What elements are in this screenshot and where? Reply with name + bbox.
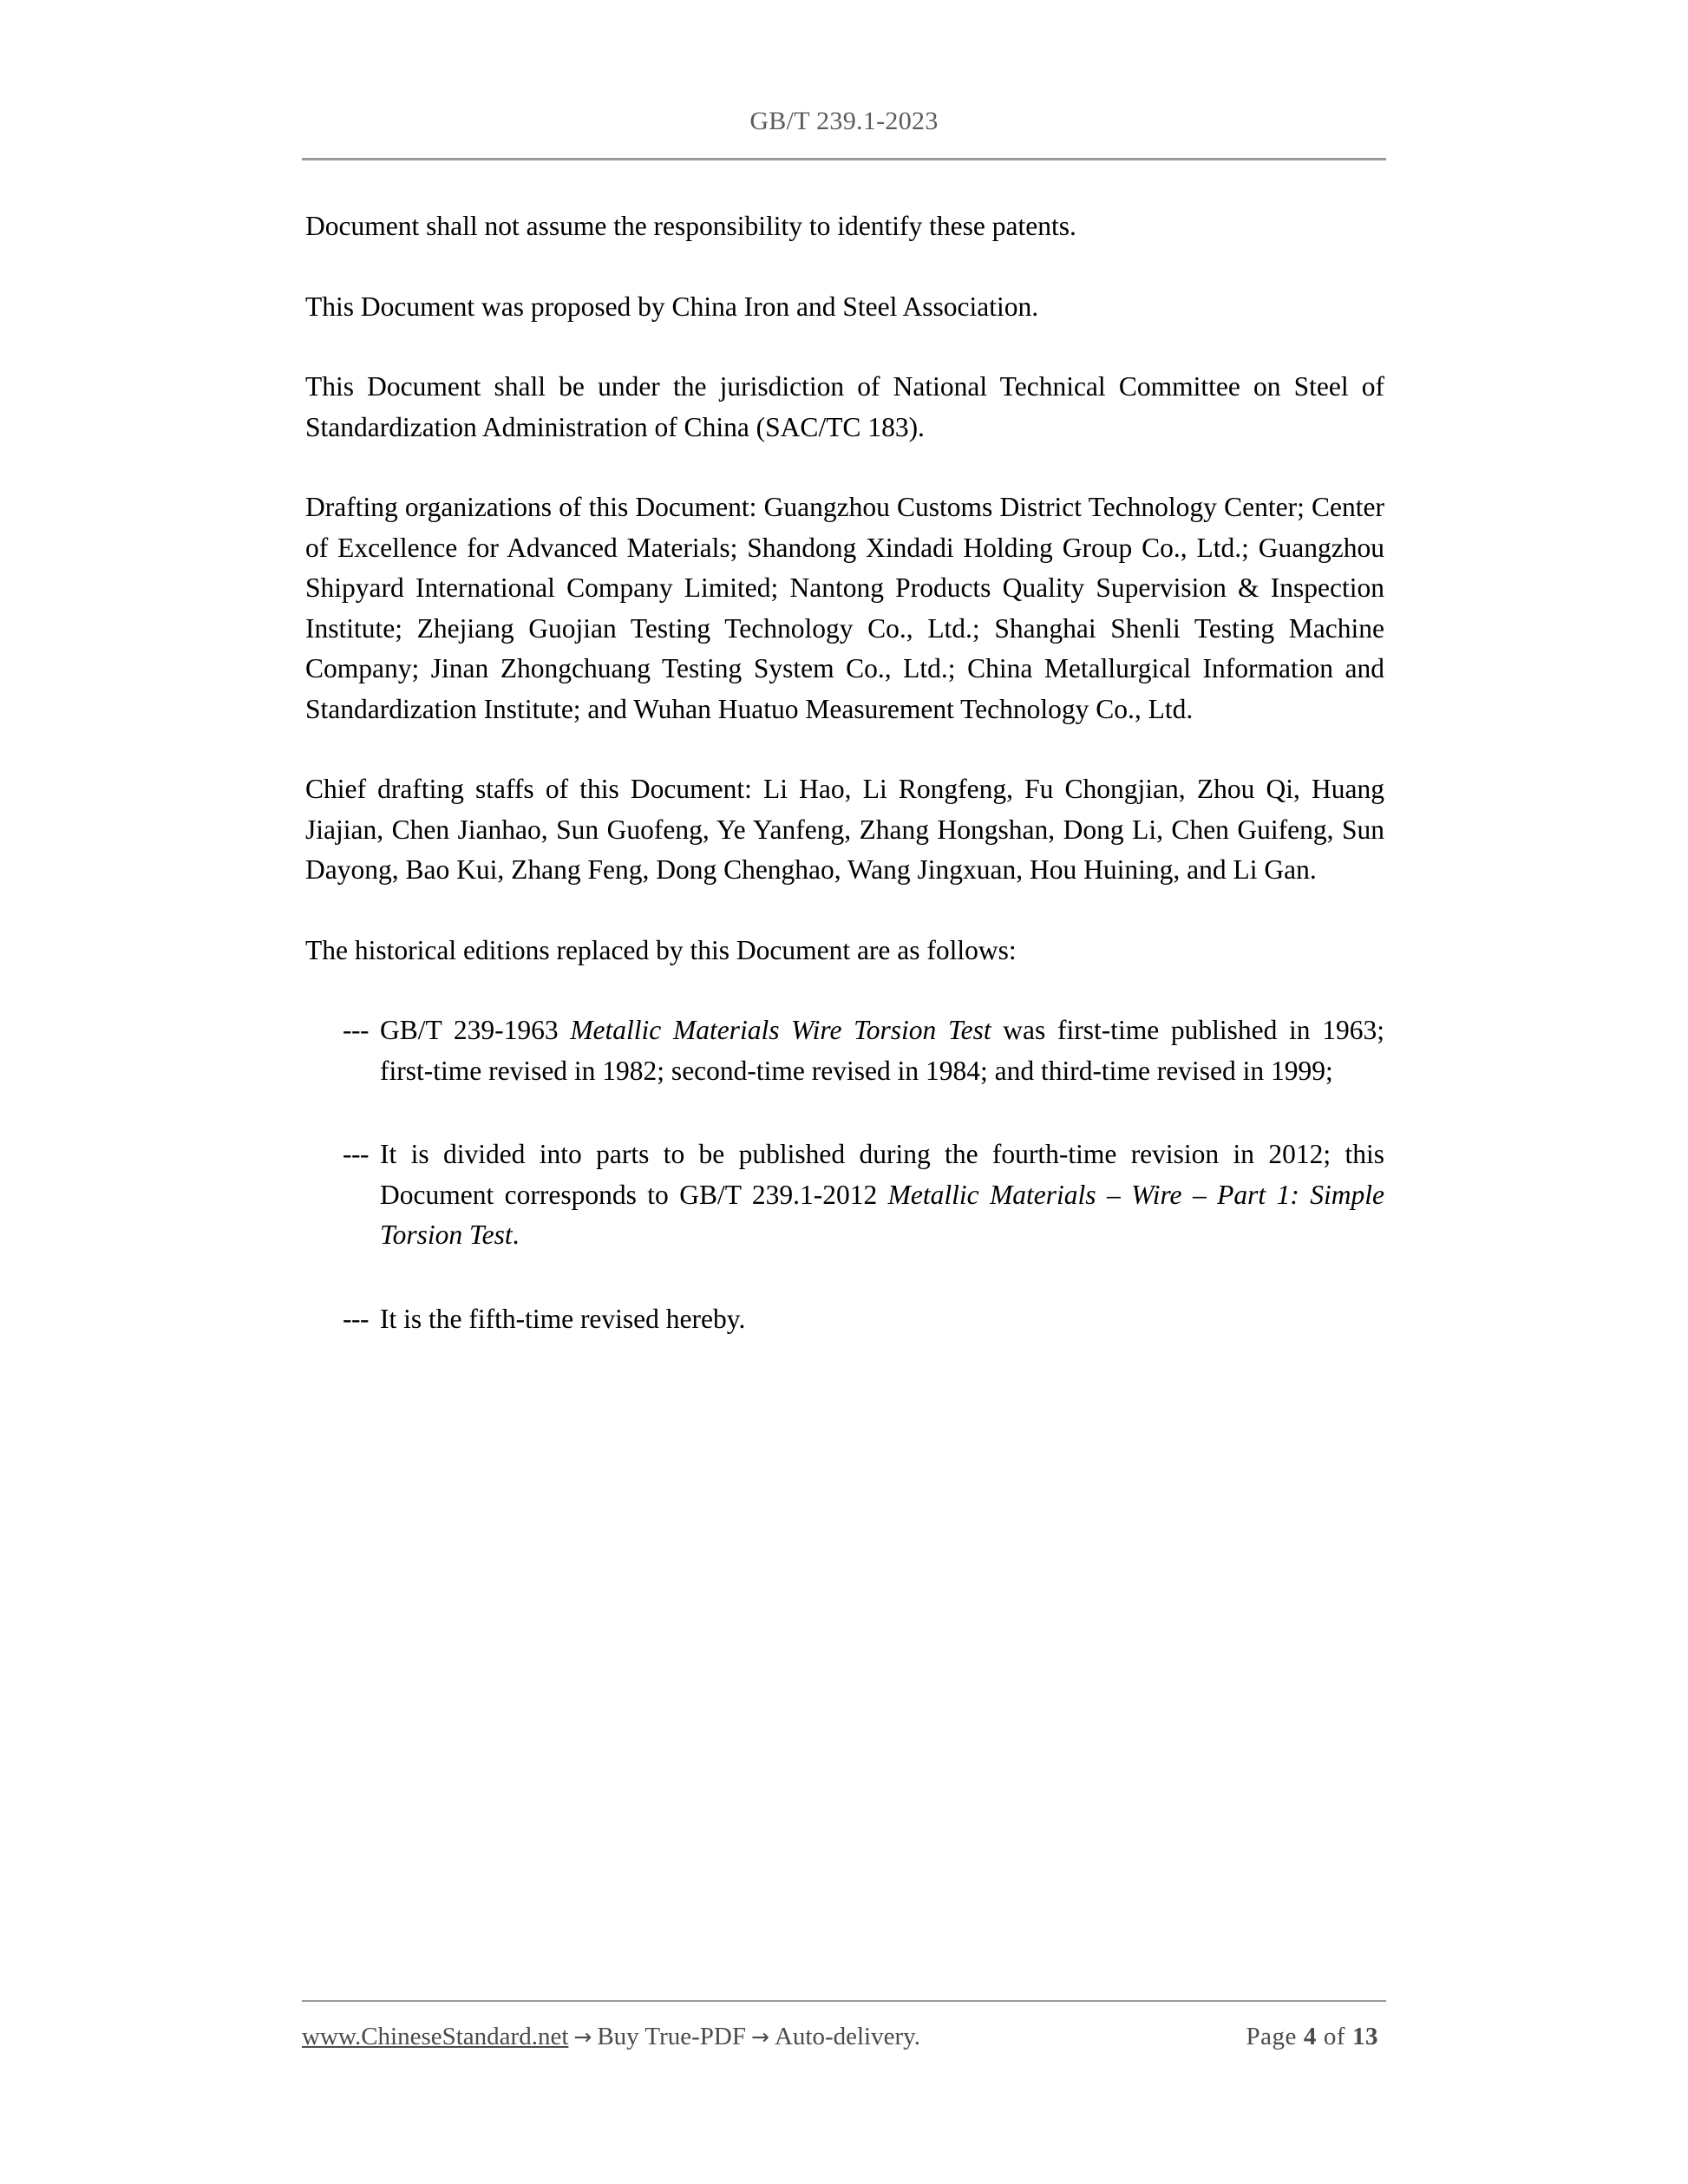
edition-title-italic: Metallic Materials – Wire – Part 1: Simple Torsion Test (380, 1179, 1384, 1250)
paragraph-chief-drafting-staffs: Chief drafting staffs of this Document: Li Hao, Li Rongfeng, Fu Chongjian, Zhou Qi, Huang Jiajian, Chen Jianhao, Sun Guofeng, Ye Yanfeng, Zhang Hongshan, Dong Li, Chen Guifeng, Sun Dayong, Bao Kui, Zhang Feng, Dong Chenghao, Wang Jingxuan, Hou Huining, and Li Gan. (305, 774, 1384, 885)
page-footer (302, 2000, 1386, 2052)
edition-text-tail: was first-time published in 1963; first-time revised in 1982; second-time revised in 1984; and third-time revised in 1999; (380, 1015, 1384, 1086)
edition-text-tail: . (512, 1220, 520, 1250)
paragraph-proposed-by: This Document was proposed by China Iron and Steel Association. (305, 291, 1039, 322)
list-item (305, 1299, 1384, 1340)
total-page-count: 13 (1352, 2023, 1378, 2050)
edition-title-italic: Metallic Materials Wire Torsion Test (570, 1015, 991, 1045)
dash-marker-icon: --- (343, 1139, 369, 1169)
header-divider (302, 158, 1386, 160)
footer-offer-buy: Buy True-PDF (597, 2023, 746, 2050)
of-label: of (1323, 2023, 1345, 2050)
footer-promo (302, 2021, 920, 2052)
website-link[interactable]: www.ChineseStandard.net (302, 2023, 569, 2050)
paragraph-jurisdiction: This Document shall be under the jurisdiction of National Technical Committee on Steel of Standardization Administration of China (SAC/TC 183). (305, 371, 1384, 442)
arrow-right-icon: → (751, 2024, 769, 2050)
paragraph-patents: Document shall not assume the responsibility to identify these patents. (305, 211, 1076, 241)
page-indicator (1243, 2021, 1386, 2052)
footer-content (302, 2021, 1386, 2052)
historical-editions-list (305, 1010, 1384, 1339)
list-item (305, 1135, 1384, 1256)
dash-marker-icon: --- (343, 1015, 369, 1045)
footer-divider (302, 2000, 1386, 2002)
edition-text-lead: GB/T 239-1963 (380, 1015, 571, 1045)
page-header (302, 106, 1386, 160)
footer-offer-delivery: Auto-delivery. (774, 2023, 920, 2050)
list-item (305, 1010, 1384, 1091)
edition-text-lead: It is the fifth-time revised hereby. (380, 1303, 746, 1334)
page-label: Page (1246, 2023, 1297, 2050)
current-page-number: 4 (1303, 2023, 1317, 2050)
paragraph-drafting-organizations: Drafting organizations of this Document: Guangzhou Customs District Technology Center; Center of Excellence for Advanced Materials; Shandong Xindadi Holding Group Co., Ltd.; Guangzhou Shipyard International Company Limited; Nantong Products Quality Supervision & Inspection Institute; Zhejiang Guojian Testing Technology Co., Ltd.; Shanghai Shenli Testing Machine Company; Jinan Zhongchuang Testing System Co., Ltd.; China Metallurgical Information and Standardization Institute; and Wuhan Huatuo Measurement Technology Co., Ltd. (305, 492, 1384, 724)
standard-number-header: GB/T 239.1-2023 (749, 107, 939, 135)
dash-marker-icon: --- (343, 1303, 369, 1334)
arrow-right-icon: → (573, 2024, 592, 2050)
edition-text-lead: It is divided into parts to be published during the fourth-time revision in 2012; this Document corresponds to GB/T 239.1-2012 (380, 1139, 1384, 1210)
document-body (305, 206, 1384, 1339)
paragraph-historical-editions-intro: The historical editions replaced by this Document are as follows: (305, 934, 1017, 965)
